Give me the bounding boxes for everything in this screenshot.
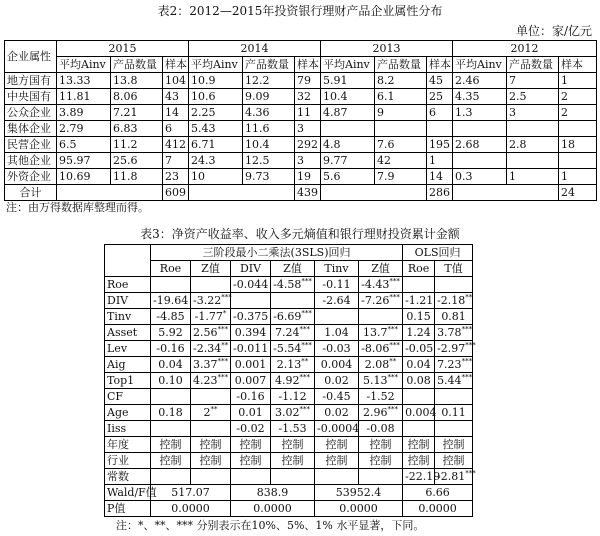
table2-cell: 79 bbox=[295, 73, 321, 89]
table2-year-header: 2014 bbox=[189, 41, 321, 57]
table2-subheader: 样本 bbox=[163, 57, 189, 73]
table3-cell: 13.7*** bbox=[359, 325, 403, 341]
table3-cell bbox=[359, 309, 403, 325]
table2-cell: 11 bbox=[295, 105, 321, 121]
table3-cell: -1.52 bbox=[359, 389, 403, 405]
table3-row-label: Roe bbox=[105, 277, 151, 293]
table3-cell: -0.03 bbox=[315, 341, 359, 357]
table2-cell: 4.8 bbox=[321, 137, 375, 153]
table2-cell: 24.3 bbox=[189, 153, 243, 169]
table2-subheader: 样本 bbox=[295, 57, 321, 73]
table3-cell bbox=[403, 421, 435, 437]
table2-cell bbox=[453, 121, 507, 137]
table3-col-header: Roe bbox=[151, 261, 191, 277]
table3-cell: -6.69*** bbox=[271, 309, 315, 325]
table2-cell: 2.79 bbox=[57, 121, 111, 137]
table3-cell: -3.22*** bbox=[191, 293, 231, 309]
table3-cell: 5.92 bbox=[151, 325, 191, 341]
table2-cell: 14 bbox=[427, 169, 453, 185]
table2-cell bbox=[507, 153, 559, 169]
table3-cell bbox=[191, 469, 231, 485]
table3-col-header: Z值 bbox=[359, 261, 403, 277]
table3-row bbox=[105, 293, 473, 309]
table3-cell: 控制 bbox=[435, 437, 473, 453]
table3-p-row-value: 0.0000 bbox=[403, 501, 473, 517]
table3-col-header: DIV bbox=[231, 261, 271, 277]
table3-cell bbox=[435, 277, 473, 293]
table2-cell: 292 bbox=[295, 137, 321, 153]
table3-p-row bbox=[105, 501, 473, 517]
table2-row bbox=[5, 89, 597, 105]
table2-subheader: 产品数量 bbox=[111, 57, 163, 73]
table2-year-header: 2012 bbox=[453, 41, 597, 57]
table2-cell: 7.9 bbox=[375, 169, 427, 185]
table2-title: 表2：2012—2015年投资银行理财产品企业属性分布 bbox=[157, 4, 443, 18]
table3-cell bbox=[191, 277, 231, 293]
table2-cell: 3 bbox=[295, 121, 321, 137]
table2-cell bbox=[507, 121, 559, 137]
table3-cell: -19.64 bbox=[151, 293, 191, 309]
table2-cell bbox=[559, 121, 597, 137]
table3-wald-row-value: 53952.4 bbox=[315, 485, 403, 501]
table3-col-header: Z值 bbox=[271, 261, 315, 277]
table3-cell bbox=[403, 389, 435, 405]
table3-row-label: CF bbox=[105, 389, 151, 405]
table2-cell: 2 bbox=[559, 105, 597, 121]
table2-cell: 10.9 bbox=[189, 73, 243, 89]
table3-cell: 2** bbox=[191, 405, 231, 421]
table2-cell: 18 bbox=[559, 137, 597, 153]
table2-cell: 5.6 bbox=[321, 169, 375, 185]
table3-cell: 0.81 bbox=[435, 309, 473, 325]
table2-cell: 2 bbox=[559, 89, 597, 105]
table3-cell: 控制 bbox=[231, 453, 271, 469]
table3-row bbox=[105, 389, 473, 405]
table3-corner bbox=[105, 245, 151, 277]
table2-cell: 13.8 bbox=[111, 73, 163, 89]
table2-row-label: 中央国有 bbox=[5, 89, 57, 105]
table2-row-label: 民营企业 bbox=[5, 137, 57, 153]
table2-subheader: 产品数量 bbox=[507, 57, 559, 73]
table3-cell: 控制 bbox=[271, 453, 315, 469]
table2-cell bbox=[321, 121, 375, 137]
table2-cell: 23 bbox=[163, 169, 189, 185]
table3-col-header: T值 bbox=[435, 261, 473, 277]
table2-total-cell: 439 bbox=[295, 185, 321, 201]
table2-cell: 45 bbox=[427, 73, 453, 89]
table2-note: 注：由万得数据库整理而得。 bbox=[6, 201, 149, 214]
table2-cell: 95.97 bbox=[57, 153, 111, 169]
table3-cell: -1.53 bbox=[271, 421, 315, 437]
table3-cell: -2.97*** bbox=[435, 341, 473, 357]
table3-cell: 控制 bbox=[191, 437, 231, 453]
table3-row-label: Lev bbox=[105, 341, 151, 357]
table2-row bbox=[5, 137, 597, 153]
table2-cell: 1 bbox=[559, 169, 597, 185]
table3-wald-row-value: 517.07 bbox=[151, 485, 231, 501]
table2-unit: 单位：家/亿元 bbox=[515, 24, 592, 38]
table3-cell: 0.001 bbox=[231, 357, 271, 373]
table2-cell: 412 bbox=[163, 137, 189, 153]
table3-cell: 1.04 bbox=[315, 325, 359, 341]
table3-wald-row bbox=[105, 485, 473, 501]
table3-cell: 2.96*** bbox=[359, 405, 403, 421]
table3-cell: 0.18 bbox=[151, 405, 191, 421]
table2-cell: 2.68 bbox=[453, 137, 507, 153]
table3-cell: 控制 bbox=[231, 437, 271, 453]
table2-cell: 5.43 bbox=[189, 121, 243, 137]
table3-row bbox=[105, 325, 473, 341]
table2-cell: 13.33 bbox=[57, 73, 111, 89]
table3-cell: -22.19 bbox=[403, 469, 435, 485]
table2-cell: 6 bbox=[163, 121, 189, 137]
table3-row bbox=[105, 469, 473, 485]
table2-cell: 12.5 bbox=[243, 153, 295, 169]
table3-cell: -4.85 bbox=[151, 309, 191, 325]
table3-cell: 0.04 bbox=[403, 357, 435, 373]
table2-subheader: 平均Ainv bbox=[453, 57, 507, 73]
table3-cell bbox=[151, 421, 191, 437]
table2-cell: 10.4 bbox=[243, 137, 295, 153]
table2-header-sub bbox=[5, 57, 597, 73]
table3-cell: 3.78*** bbox=[435, 325, 473, 341]
table3-cell: 7.24*** bbox=[271, 325, 315, 341]
table3-cell bbox=[271, 293, 315, 309]
table2-cell: 19 bbox=[295, 169, 321, 185]
table3-p-row-value: 0.0000 bbox=[231, 501, 315, 517]
table3-note: 注：*、**、*** 分别表示在10%、5%、1% 水平显著，下同。 bbox=[116, 519, 425, 532]
table2-cell: 25 bbox=[427, 89, 453, 105]
table3-wald-row-value: 6.66 bbox=[403, 485, 473, 501]
table2-total-cell: 24 bbox=[559, 185, 597, 201]
table3-cell: 0.004 bbox=[403, 405, 435, 421]
table3-cell: 0.08 bbox=[403, 373, 435, 389]
table2-cell: 195 bbox=[427, 137, 453, 153]
table3-cell: 0.15 bbox=[403, 309, 435, 325]
table2-cell: 6 bbox=[427, 105, 453, 121]
table3-row-label: DIV bbox=[105, 293, 151, 309]
table3-cell: -0.02 bbox=[231, 421, 271, 437]
table3-cell: 控制 bbox=[151, 437, 191, 453]
table3-cell bbox=[315, 309, 359, 325]
table3-group-3sls: 三阶段最小二乘法(3SLS)回归 bbox=[151, 245, 403, 261]
table3-cell: 2.56*** bbox=[191, 325, 231, 341]
table2-row-label: 外资企业 bbox=[5, 169, 57, 185]
table2-row-label: 集体企业 bbox=[5, 121, 57, 137]
table2-cell: 6.1 bbox=[375, 89, 427, 105]
table3-cell bbox=[435, 389, 473, 405]
table3-group-ols: OLS回归 bbox=[403, 245, 473, 261]
table3-cell: 控制 bbox=[359, 437, 403, 453]
table2-row-label: 地方国有 bbox=[5, 73, 57, 89]
table3-row-label: 行业 bbox=[105, 453, 151, 469]
table2-cell: 7.6 bbox=[375, 137, 427, 153]
table2-cell: 11.8 bbox=[111, 169, 163, 185]
table3-cell: -4.43*** bbox=[359, 277, 403, 293]
table2-row bbox=[5, 105, 597, 121]
table2-cell: 9 bbox=[375, 105, 427, 121]
table2-cell: 43 bbox=[163, 89, 189, 105]
table2-year-header: 2015 bbox=[57, 41, 189, 57]
table2-cell: 11.2 bbox=[111, 137, 163, 153]
table3-cell: -1.12 bbox=[271, 389, 315, 405]
table3-cell: 0.02 bbox=[315, 373, 359, 389]
table3-cell bbox=[151, 389, 191, 405]
table3-cell: 0.394 bbox=[231, 325, 271, 341]
table2-cell bbox=[453, 153, 507, 169]
table3-row bbox=[105, 277, 473, 293]
table3-cell: -7.26*** bbox=[359, 293, 403, 309]
table3-cell: 4.92*** bbox=[271, 373, 315, 389]
table2-cell: 5.91 bbox=[321, 73, 375, 89]
table2-cell: 6.71 bbox=[189, 137, 243, 153]
table3-cell: -0.0004 bbox=[315, 421, 359, 437]
table3-cell: -2.64 bbox=[315, 293, 359, 309]
table3-cell: 0.01 bbox=[231, 405, 271, 421]
table2-cell: 10 bbox=[189, 169, 243, 185]
table3-cell: 控制 bbox=[435, 453, 473, 469]
table2-cell bbox=[559, 153, 597, 169]
table3-cell bbox=[191, 421, 231, 437]
table3-cell: 控制 bbox=[151, 453, 191, 469]
table3-cell: 0.004 bbox=[315, 357, 359, 373]
table3-row-label: 年度 bbox=[105, 437, 151, 453]
table3-cell bbox=[315, 469, 359, 485]
table2-cell bbox=[427, 121, 453, 137]
table2-cell: 10.69 bbox=[57, 169, 111, 185]
table2-total-cell: 286 bbox=[427, 185, 453, 201]
table3-p-row-value: 0.0000 bbox=[151, 501, 231, 517]
table2-year-header: 2013 bbox=[321, 41, 453, 57]
table3-row bbox=[105, 453, 473, 469]
table2-subheader: 平均Ainv bbox=[189, 57, 243, 73]
table3-cell: -8.06*** bbox=[359, 341, 403, 357]
table2-cell: 11.6 bbox=[243, 121, 295, 137]
table2-subheader: 平均Ainv bbox=[57, 57, 111, 73]
table2-cell: 2.25 bbox=[189, 105, 243, 121]
table3-row bbox=[105, 357, 473, 373]
table2-cell: 6.5 bbox=[57, 137, 111, 153]
table3-cell: -0.044 bbox=[231, 277, 271, 293]
table3-cell: -1.77* bbox=[191, 309, 231, 325]
table3-cell: -0.05 bbox=[403, 341, 435, 357]
table2-row-header: 企业属性 bbox=[5, 41, 57, 73]
table3-row-label: Tinv bbox=[105, 309, 151, 325]
table3-cell: -2.34** bbox=[191, 341, 231, 357]
table3-cell: -0.08 bbox=[359, 421, 403, 437]
table2-subheader: 平均Ainv bbox=[321, 57, 375, 73]
table3-row-label: Asset bbox=[105, 325, 151, 341]
table3-cell bbox=[231, 293, 271, 309]
table3-row bbox=[105, 309, 473, 325]
table2-row-label: 其他企业 bbox=[5, 153, 57, 169]
table3-row-label: Top1 bbox=[105, 373, 151, 389]
table2-cell: 4.87 bbox=[321, 105, 375, 121]
table2-total-blank bbox=[321, 185, 427, 201]
table3-cell: 2.13** bbox=[271, 357, 315, 373]
table3-row-label: Iiss bbox=[105, 421, 151, 437]
table2-cell: 1 bbox=[507, 169, 559, 185]
table3-cell: 0.10 bbox=[151, 373, 191, 389]
table3-cell: -1.21 bbox=[403, 293, 435, 309]
table3-cell: 0.04 bbox=[151, 357, 191, 373]
table3-cell: 4.23*** bbox=[191, 373, 231, 389]
table2-total-blank bbox=[453, 185, 559, 201]
table3-cell: -0.45 bbox=[315, 389, 359, 405]
table3-row bbox=[105, 437, 473, 453]
table2-cell: 1.3 bbox=[453, 105, 507, 121]
table3-cell: 3.02*** bbox=[271, 405, 315, 421]
table2-row bbox=[5, 153, 597, 169]
table3-cell: 5.13*** bbox=[359, 373, 403, 389]
table3-cell: 控制 bbox=[403, 437, 435, 453]
table2-cell: 3 bbox=[295, 153, 321, 169]
table2-row bbox=[5, 169, 597, 185]
table3-cell bbox=[359, 469, 403, 485]
table2-cell: 1 bbox=[427, 153, 453, 169]
table3-col-header: Tinv bbox=[315, 261, 359, 277]
table3-cell bbox=[403, 277, 435, 293]
table2-subheader: 产品数量 bbox=[375, 57, 427, 73]
table2-cell: 7 bbox=[163, 153, 189, 169]
table2-cell: 2.8 bbox=[507, 137, 559, 153]
table2-cell bbox=[375, 121, 427, 137]
table3-wald-row-label: Wald/F值 bbox=[105, 485, 151, 501]
table2-cell: 7.21 bbox=[111, 105, 163, 121]
table2-cell: 7 bbox=[507, 73, 559, 89]
table3-col-header: Z值 bbox=[191, 261, 231, 277]
table3-cell: -0.16 bbox=[151, 341, 191, 357]
table3-row bbox=[105, 405, 473, 421]
table2-total-label: 合计 bbox=[5, 185, 57, 201]
table2-cell: 6.83 bbox=[111, 121, 163, 137]
table2 bbox=[4, 40, 597, 201]
table2-cell: 9.73 bbox=[243, 169, 295, 185]
table2-cell: 25.6 bbox=[111, 153, 163, 169]
table2-cell: 10.4 bbox=[321, 89, 375, 105]
table2-cell: 2.5 bbox=[507, 89, 559, 105]
table3-cell: 3.37*** bbox=[191, 357, 231, 373]
table3-cell: -0.011 bbox=[231, 341, 271, 357]
table2-cell: 8.06 bbox=[111, 89, 163, 105]
table3-cell: -4.58*** bbox=[271, 277, 315, 293]
table2-row bbox=[5, 73, 597, 89]
table3-cell: -0.375 bbox=[231, 309, 271, 325]
table3-cell bbox=[151, 277, 191, 293]
table3-row bbox=[105, 373, 473, 389]
table2-row bbox=[5, 121, 597, 137]
table2-cell: 14 bbox=[163, 105, 189, 121]
table3-header-groups bbox=[105, 245, 473, 261]
table3-row-label: Aig bbox=[105, 357, 151, 373]
table3-cell: 控制 bbox=[403, 453, 435, 469]
table2-cell: 32 bbox=[295, 89, 321, 105]
table2-cell: 11.81 bbox=[57, 89, 111, 105]
table3-cell: 1.24 bbox=[403, 325, 435, 341]
table3-cell bbox=[231, 469, 271, 485]
table3-row-label: Age bbox=[105, 405, 151, 421]
table3-p-row-label: P值 bbox=[105, 501, 151, 517]
table2-cell: 0.3 bbox=[453, 169, 507, 185]
table3-cell: -0.16 bbox=[231, 389, 271, 405]
table3-cell: -0.11 bbox=[315, 277, 359, 293]
table3-cell: 7.23*** bbox=[435, 357, 473, 373]
table2-subheader: 产品数量 bbox=[243, 57, 295, 73]
table3-cell: -2.18** bbox=[435, 293, 473, 309]
table2-row-label: 公众企业 bbox=[5, 105, 57, 121]
table3-title: 表3：净资产收益率、收入多元熵值和银行理财投资累计金额 bbox=[140, 227, 460, 241]
table2-header-years bbox=[5, 41, 597, 57]
table2-cell: 10.6 bbox=[189, 89, 243, 105]
table3-p-row-value: 0.0000 bbox=[315, 501, 403, 517]
table3-cell: 控制 bbox=[315, 437, 359, 453]
table2-cell: 42 bbox=[375, 153, 427, 169]
table3-cell: 控制 bbox=[315, 453, 359, 469]
table3-cell bbox=[191, 389, 231, 405]
table2-cell: 2.46 bbox=[453, 73, 507, 89]
table2-cell: 9.77 bbox=[321, 153, 375, 169]
table3-col-header: Roe bbox=[403, 261, 435, 277]
table2-total-cell: 609 bbox=[163, 185, 189, 201]
table2-cell: 104 bbox=[163, 73, 189, 89]
table3-row bbox=[105, 341, 473, 357]
table3-cell bbox=[151, 469, 191, 485]
table3-header-cols bbox=[105, 261, 473, 277]
table3-cell: 控制 bbox=[191, 453, 231, 469]
table2-total-blank bbox=[189, 185, 295, 201]
table2-cell: 3.89 bbox=[57, 105, 111, 121]
table2-subheader: 样本 bbox=[559, 57, 597, 73]
table3-wald-row-value: 838.9 bbox=[231, 485, 315, 501]
table2-cell: 8.2 bbox=[375, 73, 427, 89]
table3-cell: 0.02 bbox=[315, 405, 359, 421]
table3-cell: 0.11 bbox=[435, 405, 473, 421]
table3-cell: 0.007 bbox=[231, 373, 271, 389]
table3-cell: 控制 bbox=[271, 437, 315, 453]
table2-cell: 9.09 bbox=[243, 89, 295, 105]
table3-row-label: 常数 bbox=[105, 469, 151, 485]
table2-cell: 4.35 bbox=[453, 89, 507, 105]
table3-cell bbox=[435, 421, 473, 437]
table2-cell: 1 bbox=[559, 73, 597, 89]
table2-subheader: 样本 bbox=[427, 57, 453, 73]
table3-cell: 5.44*** bbox=[435, 373, 473, 389]
table3-cell: -5.54*** bbox=[271, 341, 315, 357]
table3-cell: 控制 bbox=[359, 453, 403, 469]
table3 bbox=[104, 244, 476, 517]
table3-cell bbox=[271, 469, 315, 485]
table3-cell: 2.08** bbox=[359, 357, 403, 373]
table3-row bbox=[105, 421, 473, 437]
table2-cell: 3 bbox=[507, 105, 559, 121]
table2-cell: 12.2 bbox=[243, 73, 295, 89]
table3-cell: -2.81*** bbox=[435, 469, 473, 485]
table2-cell: 4.36 bbox=[243, 105, 295, 121]
